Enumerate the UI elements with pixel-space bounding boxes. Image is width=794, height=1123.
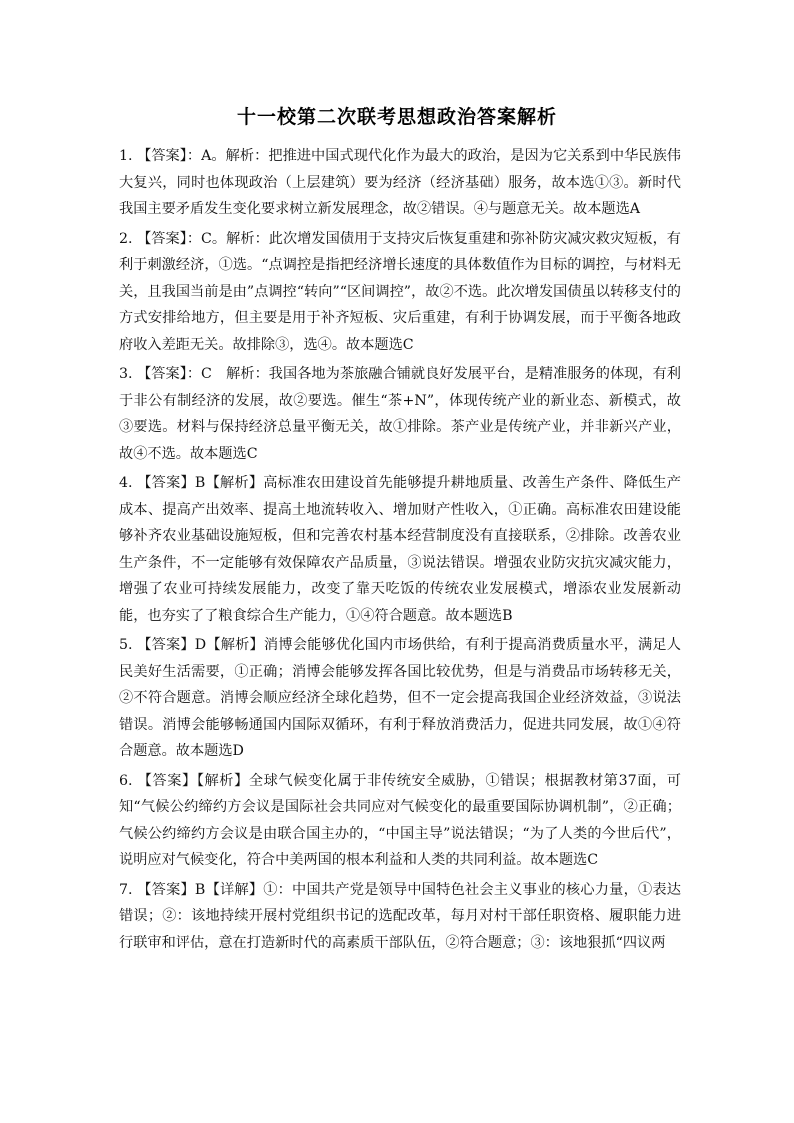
answer-item-1: 1. 【答案】：A。解析：把推进中国式现代化作为最大的政治，是因为它关系到中华民族伟大复兴，同时也体现政治（上层建筑）要为经济（经济基础）服务，故本选①③。新时代我国主要矛盾发生变化要求树立新发展理念，故②错误。④与题意无关。故本题选A	[119, 148, 681, 217]
answer-item-6: 6. 【答案】【解析】全球气候变化属于非传统安全威胁，①错误；根据教材第37面，可知“气候公约缔约方会议是国际社会共同应对气候变化的最重要国际协调机制”，②正确；气候公约缔约方会议是由联合国主办的，“中国主导”说法错误；“为了人类的今世后代”，说明应对气候变化，符合中美两国的根本利益和人类的共同利益。故本题选C	[119, 772, 681, 868]
answer-item-4: 4. 【答案】B【解析】高标准农田建设首先能够提升耕地质量、改善生产条件、降低生产成本、提高产出效率、提高土地流转收入、增加财产性收入，①正确。高标准农田建设能够补齐农业基础设施短板，但和完善农村基本经营制度没有直接联系，②排除。改善农业生产条件，不一定能够有效保障农产品质量，③说法错误。增强农业防灾抗灾减灾能力，增强了农业可持续发展能力，改变了靠天吃饭的传统农业发展模式，增添农业发展新动能，也夯实了了粮食综合生产能力，①④符合题意。故本题选B	[119, 475, 681, 624]
answer-list	[119, 143, 681, 959]
answer-item-7: 7. 【答案】B【详解】①：中国共产党是领导中国特色社会主义事业的核心力量，①表达错误；②：该地持续开展村党组织书记的选配改革，每月对村干部任职资格、履职能力进行联审和评估，意在打造新时代的高素质干部队伍，②符合题意；③：该地狠抓“四议两	[119, 881, 681, 951]
answer-item-3: 3. 【答案】：C 解析：我国各地为茶旅融合铺就良好发展平台，是精准服务的体现，有利于非公有制经济的发展，故②要选。催生“茶+N”，体现传统产业的新业态、新模式，故③要选。材料与保持经济总量平衡无关，故①排除。茶产业是传统产业，并非新兴产业，故④不选。故本题选C	[119, 366, 681, 462]
answer-item-5: 5. 【答案】D【解析】消博会能够优化国内市场供给，有利于提高消费质量水平，满足人民美好生活需要，①正确；消博会能够发挥各国比较优势，但是与消费品市场转移无关，②不符合题意。消博会顺应经济全球化趋势，但不一定会提高我国企业经济效益，③说法错误。消博会能够畅通国内国际双循环，有利于释放消费活力，促进共同发展，故①④符合题意。故本题选D	[119, 637, 681, 759]
answer-item-2: 2. 【答案】：C。解析：此次增发国债用于支持灾后恢复重建和弥补防灾减灾救灾短板，有利于刺激经济，①选。“点调控是指把经济增长速度的具体数值作为目标的调控，与材料无关，且我国当前是由”点调控“转向”“区间调控”，故②不选。此次增发国债虽以转移支付的方式安排给地方，但主要是用于补齐短板、灾后重建，有利于协调发展，而于平衡各地政府收入差距无关。故排除③，选④。故本题选C	[119, 230, 681, 353]
page-title: 十一校第二次联考思想政治答案解析	[236, 106, 557, 128]
